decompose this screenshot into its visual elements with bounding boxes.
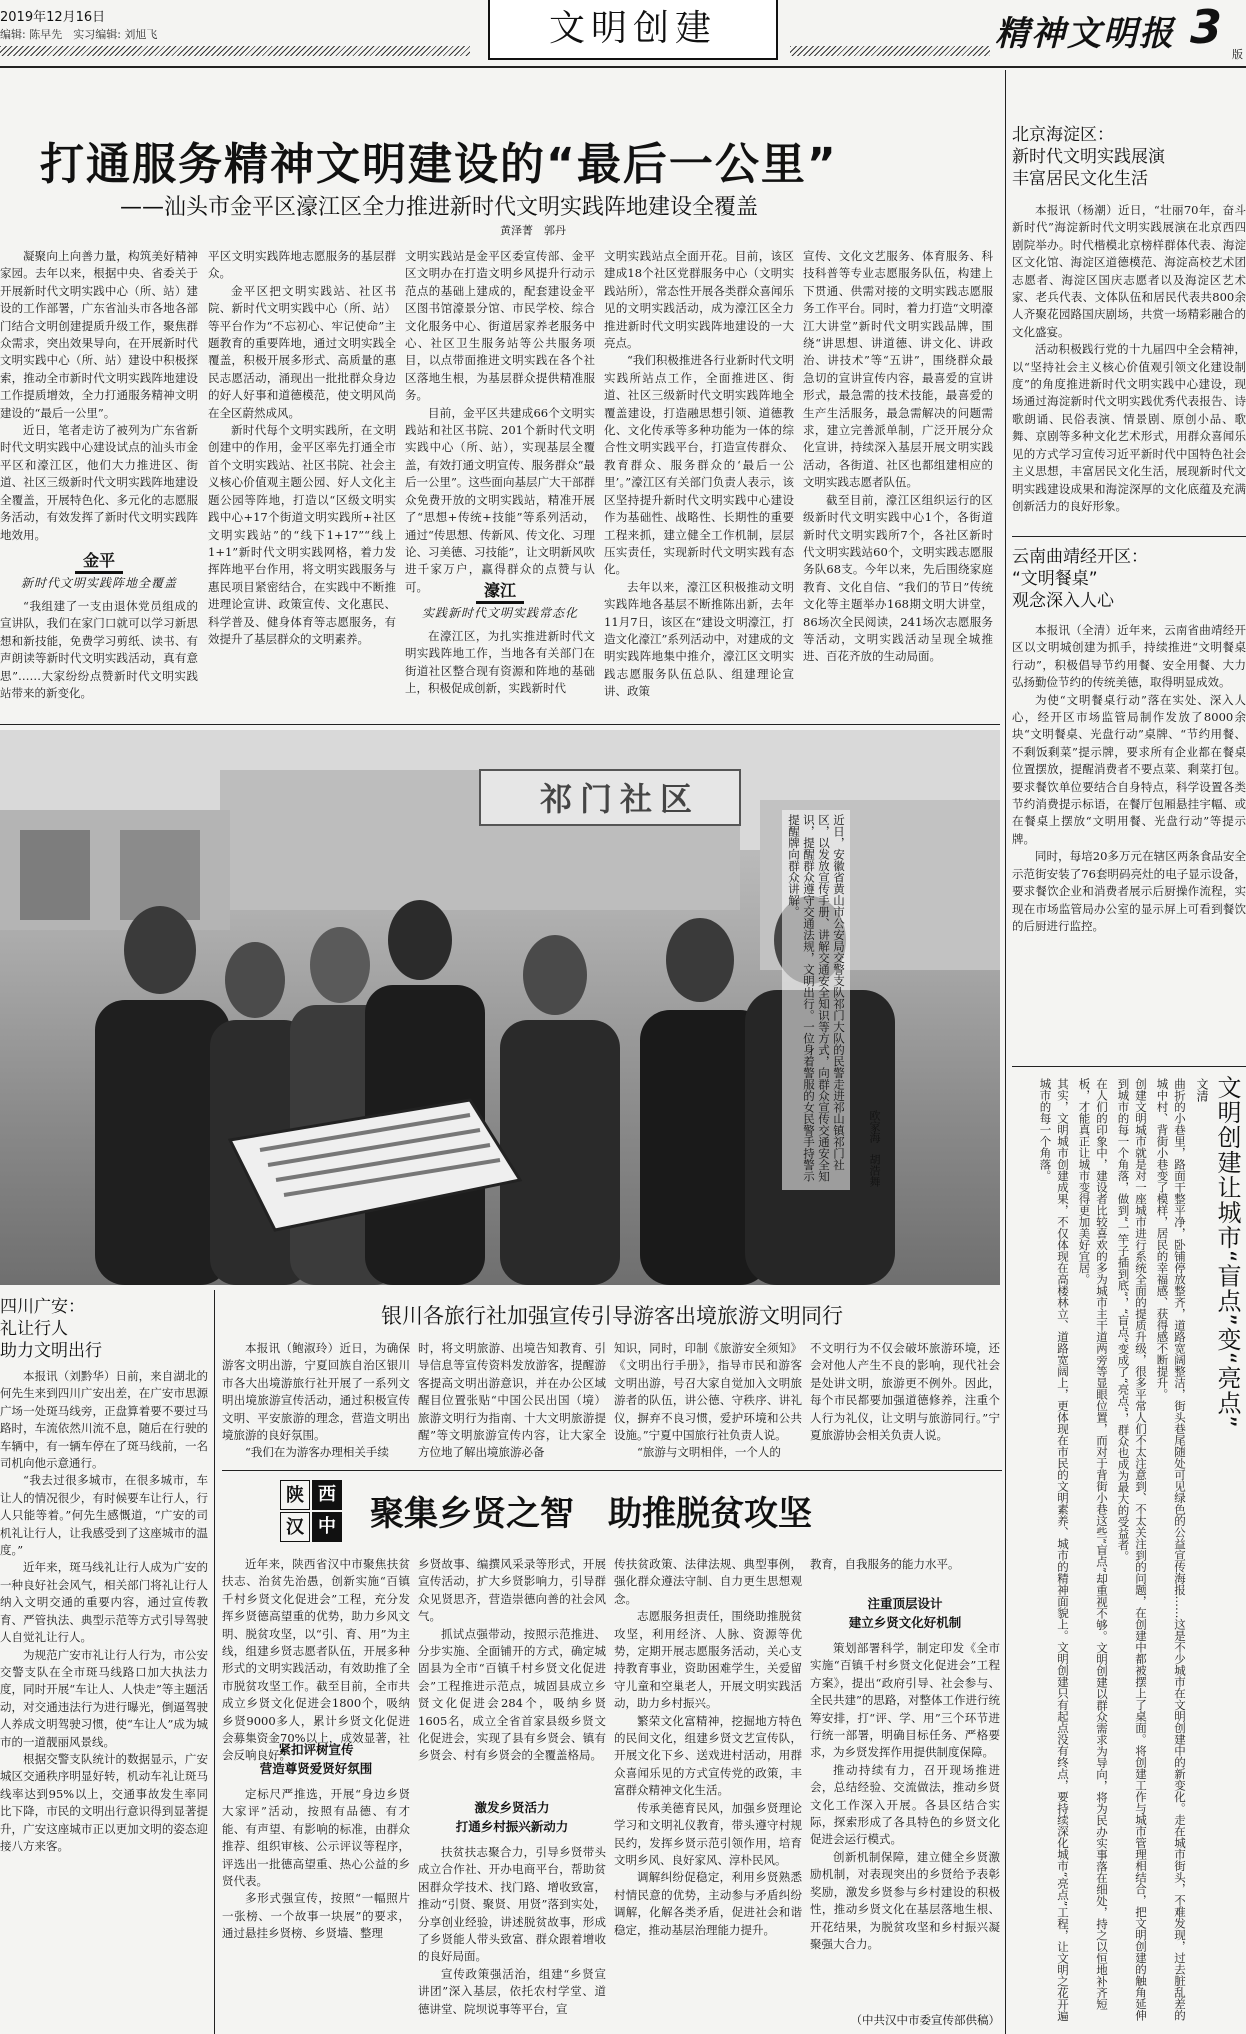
yunnan-headline: 云南曲靖经开区： “文明餐桌” 观念深入人心: [1012, 547, 1148, 611]
yunnan-paragraph: 为使“文明餐桌行动”落在实处、深入人心，经开区市场监管局制作发放了8000余块“文明餐桌、光盘行动”桌牌、“节约用餐、不剩饭剩菜”提示牌，要求所有企业都在餐桌位置摆放，提醒消费者不要点菜、剩菜打包。要求餐饮单位要结合自身特点，科学设置各类节约消费提示标语，在餐厅包厢悬挂宇幅、或在餐桌上摆放“文明用餐、光盘行动”等提示牌。: [1012, 692, 1246, 846]
beijing-paragraph: 本报讯（杨潮）近日，“壮丽70年，奋斗新时代”海淀新时代文明实践展演在北京西四剧院举办。时代楷模北京榜样群体代表、海淀区文化馆、海淀区道德模范、海淀高校艺术团志愿者、海淀区国庆志愿者以及海淀区艺术家、老兵代表、文体队伍和居民代表共800余人齐聚花园路国庆剧场，共赏一场精彩融合的文化盛宴。: [1012, 203, 1246, 339]
lead-bottom-rule: [0, 724, 1000, 725]
police-scene-illustration: [0, 730, 1000, 1285]
lead-paragraph: 近日，笔者走访了被列为广东省新时代文明实践中心建设试点的汕头市金平区和濠江区，他们大力推进区、街道、社区三级新时代文明实践阵地建设全覆盖，开展特色化、多元化的志愿服务活动，有效发挥了新时代文明实践阵地效用。: [0, 423, 198, 542]
yinchuan-column-2: 时，将文明旅游、出境告知教育、引导信息等宣传资料发放游客，提醒游客提高文明出游意识，并在办公区域醒目位置张贴“中国公民出国（境）旅游文明行为指南、十大文明旅游提醒”等文明旅游宣传内容，让大家全方位地了解出境旅游必备: [418, 1341, 606, 1460]
editor-credits: 编辑: 陈早先 实习编辑: 刘旭飞: [0, 28, 158, 41]
lead-paragraph: 凝聚向上向善力量，构筑美好精神家园。去年以来，根据中央、省委关于开展新时代文明实践中心（所、站）建设的工作部署，广东省汕头市各地各部门结合文明创建提质升级工作，聚焦群众需求，突出效果导向，在开展新时代文明实践中心（所、站）建设中积极探索，推动全市新时代文明实践阵地建设工作提质增效，全力打通服务精神文明建设的“最后一公里”。: [0, 249, 198, 420]
masthead-bottom-rule: [0, 66, 1246, 68]
section-title-box: [488, 0, 778, 60]
lead-paragraph: “我们积极推进各行业新时代文明实践所站点工作，全面推进区、街道、社区三级新时代文明实践阵地全覆盖建设，打造融思想引领、道德教化、文化传承等多种功能为一体的综合性文明实践平台，打造宣传群众、教育群众、服务群众的‘最后一公里’。”濠江区有关部门负责人表示，该区坚持提升新时代文明实践中心建设作为基础性、战略性、长期性的重要工程来抓，建立健全工作机制，层层压实责任，实现新时代文明实践有态化。: [604, 353, 794, 577]
photo-credit: 欧家海 胡浩舞: [868, 1110, 881, 1187]
hanzhong-column-3: 传扶贫政策、法律法规、典型事例，强化群众遵法守制、自力更生思想观念。 志愿服务担责任，围绕助推脱贫攻坚，利用经济、人脉、资源等优势，定期开展志愿服务活动，关心支持教育事业，资助困难学生，关爱留守儿童和空巢老人，开展文明实践活动，助力乡村振兴。 繁荣文化富精神，挖掘地方特色的民间文化，组建乡贤文艺宣传队，开展文化下乡、送戏进村活动，用群众喜闻乐见的方式宣传党的政策，丰富群众精神文化生活。 传承美德育民风，加强乡贤理论学习和文明礼仪教育，带头遵守村规民约，发挥乡贤示范引领作用，培育文明乡风、良好家风、淳朴民风。 调解纠纷促稳定，利用乡贤熟悉村情民意的优势，主动参与矛盾纠纷调解，化解各类矛盾，促进社会和谐稳定，推动基层治理能力提升。: [614, 1557, 802, 1937]
lead-paragraph: 新时代每个文明实践所，在文明创建中的作用，金平区率先打通全市首个文明实践站、社区书院、社会主义核心价值观主题公园、好人文化主题公园等阵地，打造以“区级文明实践中心+17个街道文明实践所+社区文明实践站”的“线下1+17”“线上1+1”新时代文明实践网格，着力发挥阵地平台作用，将文明实践服务与惠民项目紧密结合，在实践中不断推进理论宣讲、政策宣传、文化惠民、科学普及、健身体育等志愿服务，有效提升了基层群众的文明素养。: [208, 423, 396, 646]
lead-paragraph: 目前，金平区共建成66个文明实践站和社区书院、201个新时代文明实践中心（所、站），实现基层全覆盖，有效打通文明宣传、服务群众“最后一公里”。这些面向基层广大干部群众免费开放的文明实践站，精准开展了“思想+传统+技能”等系列活动，通过“传思想、传新风、传文化、习理论、习美德、习技能”，让文明新风吹进千家万户，赢得群众的点赞与认可。: [405, 405, 595, 594]
hanzhong-column-2b: 扶贫扶志聚合力，引导乡贤带头成立合作社、开办电商平台，帮助贫困群众学技术、找门路、增收致富，推动“引贤、聚贤、用贤”落到实处，分享创业经验，讲述脱贫故事，形成了乡贤能人带头致富、群众跟着增收的良好局面。 宣传政策强活治，组建“乡贤宣讲团”深入基层，依托农村学堂、道德讲堂、院坝说事等平台，宣: [418, 1845, 606, 2016]
lead-paragraph: 宣传、文化文艺服务、体育服务、科技科普等专业志愿服务队伍，构建上下贯通、供需对接的文明实践志愿服务工作平台。同时，着力打造“文明濠江大讲堂”新时代文明实践品牌，围绕“讲思想、讲道德、讲文化、讲政治、讲技术”等“五讲”，围绕群众最急切的宣讲宣传内容，最喜爱的宣讲形式，最急需的技术技能，最喜爱的生产生活服务，最急需解决的问题需求，建立完善派单制，广泛开展分众化宣讲，持续深入基层开展文明实践活动，各街道、社区也都组建相应的文明实践志愿者队伍。: [803, 249, 993, 490]
guangan-paragraph: 为规范广安市礼让行人行为，市公安交警支队在全市斑马线路口加大执法力度，同时开展“车让人、人快走”等主题活动，对交通违法行为进行曝光，倒逼驾驶人养成文明驾驶习惯，使“车让人”成为城市的一道靓丽风景线。: [0, 1647, 208, 1749]
masthead-left-rule: [0, 46, 470, 56]
hanzhong-column-4b: 策划部署科学，制定印发《全市实施“百镇千村乡贤文化促进会”工程方案》，提出“政府引导、社会参与、全民共建”的思路，对整体工作进行统筹安排，打“评、学、用”三个环节进行统一部署，明确目标任务、严格要求，为乡贤发挥作用提供制度保障。 推动持续有力，召开现场推进会，总结经验、交流做法，推动乡贤文化工作深入开展。各县区结合实际，探索形成了各具特色的乡贤文化促进会运行模式。 创新机制保障，建立健全乡贤激励机制，对表现突出的乡贤给予表彰奖励，激发乡贤参与乡村建设的积极性，推动乡贤文化在基层落地生根、开花结果，为脱贫攻坚和乡村振兴凝聚强大合力。: [810, 1641, 1000, 1951]
lead-column-1: [0, 248, 198, 544]
badge-char: 中: [312, 1512, 342, 1542]
lead-paragraph: 文明实践站是金平区委宣传部、金平区文明办在打造文明乡风提升行动示范点的基础上建成的，配套建设金平区图书馆濠景分馆、市民学校、综合文化服务中心、街道居家养老服务中心、社区卫生服务站等公共服务项目，以点带面推进文明实践在各个社区落地生根，为基层群众提供精准服务。: [405, 249, 595, 403]
lead-title: 打通服务精神文明建设的“最后一公里”: [40, 139, 838, 190]
yinchuan-column-4: 不文明行为不仅会破坏旅游环境，还会对他人产生不良的影响，现代社会是处讲文明，旅游更不例外。因此，每个市民都要加强道德修养，注重个人行为礼仪，让文明与旅游同行。”宁夏旅游协会相关负责人说。: [810, 1341, 1000, 1443]
essay-body: [1012, 1078, 1188, 2028]
hanzhong-column-4: 教育，自我服务的能力水平。: [810, 1557, 960, 1571]
photo-caption: 近日，安徽省黄山市公安局交警支队祁门大队的民警走进祁山镇祁门社区，以发放宣传手册、讲解交通安全知识等方式，向群众宣传交通安全知识，提醒群众遵守交通法规，文明出行。一位身着警服的女民警手持警示提醒牌向群众讲解。: [782, 810, 850, 1190]
lead-paragraph: 截至目前，濠江区组织运行的区级新时代文明实践中心1个，各街道新时代文明实践所7个，各社区新时代文明实践站60个，文明实践志愿服务队68支。今年以来，先后围绕家庭教育、文化自信、“我们的节日”传统文化等主题举办168期文明大讲堂，86场次全民阅读，241场次志愿服务等活动，文明实践活动呈现全城推进、百花齐放的生动局面。: [803, 492, 993, 664]
lead-column-5: [803, 248, 993, 716]
left-column-divider: [214, 1290, 215, 2034]
guangan-paragraph: 本报讯（刘黔华）日前，来自湖北的何先生来到四川广安出差，在广安市思源广场一处斑马线旁，正盘算着要不要过马路时，车流依然川流不息，随后在行驶的车辆中，有一辆车停在了斑马线前，一名司机向他示意通行。: [0, 1369, 208, 1471]
section-title: 文明创建: [548, 8, 717, 49]
hanzhong-column-1: 近年来，陕西省汉中市聚焦扶贫扶志、治贫先治愚，创新实施“百镇千村乡贤文化促进会”工程，充分发挥乡贤德高望重的优势，助力乡风文明、脱贫攻坚，以“引、育、用”为主线，组建乡贤志愿者队伍，开展多种形式的文明实践活动，有效助推了全市脱贫攻坚工作。截至目前，全市共成立乡贤文化促进会1800个，吸纳乡贤9000多人，累计乡贤文化促进会募集资金70%以上，成效显著，社会反响良好。: [222, 1557, 410, 1763]
hanzhong-subhead-c: 注重顶层设计 建立乡贤文化好机制: [848, 1596, 962, 1630]
hanzhong-title: 聚集乡贤之智 助推脱贫攻坚: [370, 1494, 812, 1534]
lead-paragraph: 去年以来，濠江区积极推动文明实践阵地各基层不断推陈出新，去年11月7日，该区在“建设文明濠江，打造文化濠江”系列活动中，对建成的文明实践阵地集中推介，濠江区文明实践志愿服务队伍总队、组建理论宣讲、政策: [604, 579, 794, 699]
beijing-body: [1012, 202, 1246, 528]
yunnan-paragraph: 同时，每培20多万元在辖区两条食品安全示范街安装了76套明码亮灶的电子显示设备，要求餐饮企业和消费者展示后厨操作流程，实现在市场监管局办公室的显示屏上可看到餐饮的后厨进行监控。: [1012, 849, 1246, 933]
photo-signboard: 祁门社区: [540, 780, 701, 818]
beijing-paragraph: 活动积极践行党的十九届四中全会精神，以“坚持社会主义核心价值观引领文化建设制度”的角度推进新时代文明实践中心建设，现场通过海淀新时代文明实践优秀代表报告、诗歌朗诵、民俗表演、情景剧、原创小品、歌舞、京剧等多种文化艺术形式，用群众喜闻乐见的方式学习宣传习近平新时代中国特色社会主义思想，丰富居民文化生活，展现新时代文明实践建设成果和海淀深厚的文化底蕴及充满创新活力的良好形象。: [1012, 342, 1246, 513]
lead-subtitle: ——汕头市金平区濠江区全力推进新时代文明实践阵地建设全覆盖: [120, 195, 759, 220]
yunnan-body: [1012, 622, 1246, 1058]
issue-date: 2019年12月16日: [0, 10, 106, 25]
lead-paragraph: 平区文明实践阵地志愿服务的基层群众。: [208, 249, 396, 281]
guangan-headline: 四川广安： 礼让行人 助力文明出行: [0, 1297, 102, 1361]
essay-paragraph: 曲折的小巷里，路面干整平净，卧铺停放整齐，道路宽阔整洁，街头巷尾随处可见绿色的公益宣传海报……这是不少城市在文明创建中的新变化。走在城市街头，不难发现，过去脏乱差的城中村、背街小巷变了模样，居民的幸福感、获得感不断提升。: [1155, 1078, 1187, 2021]
badge-char: 西: [312, 1480, 342, 1510]
yinchuan-column-3: 知识，同时，印制《旅游安全须知》《文明出行手册》，指导市民和游客文明出游，号召大家自觉加入文明旅游者的队伍，讲公德、守秩序、讲礼仪，摒弃不良习惯，爱护环境和公共设施。”宁夏中国旅行社负责人说。 “旅游与文明相伴，一个人的: [614, 1341, 802, 1460]
yunnan-paragraph: 本报讯（全清）近年来，云南省曲靖经开区以文明城创建为抓手，持续推进“文明餐桌行动”，积极倡导节约用餐、安全用餐、大力弘扬勤俭节约的传统美德，取得明显成效。: [1012, 623, 1246, 690]
guangan-paragraph: 根据交警支队统计的数据显示，广安城区交通秩序明显好转，机动车礼让斑马线率达到95%以上，交通事故发生率同比下降，市民的文明出行意识得到显著提升，广安这座城市正以更加文明的姿态迎接八方来客。: [0, 1751, 208, 1853]
guangan-body: [0, 1368, 208, 2030]
lead-byline: 黄泽菁 郭丹: [500, 224, 566, 237]
badge-char: 汉: [280, 1512, 310, 1542]
lead-column-4: [604, 248, 794, 716]
masthead: [0, 0, 1246, 70]
paper-name: 精神文明报: [995, 14, 1175, 54]
lead-paragraph: 金平区把文明实践站、社区书院、新时代文明实践中心（所、站）等平台作为“不忘初心、牢记使命”主题教育的重要阵地，通过文明实践全覆盖，积极开展多形式、高质量的惠民志愿活动，涌现出一批批群众身边的好人好事和道德模范，使文明风尚在全区蔚然成风。: [208, 283, 396, 420]
subhead-haojiang-sub: 实践新时代文明实践常态化: [421, 606, 578, 620]
hanzhong-column-1b: 定标尺严推选，开展“身边乡贤大家评”活动，按照有品德、有才能、有声望、有影响的标准，由群众推荐、组织审核、公示评议等程序，评选出一批德高望重、热心公益的乡贤代表。 多形式强宣传，按照“一幅照片一张榜、一个故事一块展”的要求，通过悬挂乡贤榜、乡贤墙、整理: [222, 1787, 410, 1941]
subhead-haojiang: 濠江: [405, 578, 595, 604]
yinchuan-bottom-rule: [222, 1470, 1002, 1471]
masthead-right-rule: [790, 46, 990, 56]
hanzhong-source: （中共汉中市委宣传部供稿）: [850, 2013, 1000, 2027]
hanzhong-column-2: 乡贤故事、编撰风采录等形式，开展宣传活动，扩大乡贤影响力，引导群众见贤思齐，营造崇德向善的社会风气。 抓试点强带动，按照示范推进、分步实施、全面铺开的方式，确定城固县为全市“百镇千村乡贤文化促进会”工程推进示范点，城固县成立乡贤文化促进会284个，吸纳乡贤1605名，成立全省首家县级乡贤文化促进会，实现了县有乡贤会、镇有乡贤会、村有乡贤会的全覆盖格局。: [418, 1557, 606, 1763]
beijing-bottom-rule: [1012, 536, 1246, 537]
essay-author: 文清: [1195, 1078, 1209, 1102]
yinchuan-column-1: 本报讯（鲍淑玲）近日，为确保游客文明出游，宁夏回族自治区银川市各大出境游旅行社开展了一系列文明出境旅游宣传活动，通过积极宣传文明、平安旅游的理念，营造文明出境旅游的良好氛围。 “我们在为游客办理相关手续: [222, 1341, 410, 1460]
lead-column-1b: [0, 598, 198, 716]
page-number: 3: [1190, 0, 1223, 54]
hanzhong-subhead-b: 激发乡贤活力 打通乡村振兴新动力: [455, 1800, 569, 1834]
guangan-paragraph: “我去过很多城市，在很多城市，车让人的情况很少，有时候要车让行人，行人只能等着。”何先生感慨道，“广安的司机礼让行人，让我感受到了这座城市的温度。”: [0, 1473, 208, 1558]
hanzhong-subhead-a: 紧扣评树宣传 营造尊贤爱贤好氛围: [259, 1742, 373, 1776]
page-suffix: 版: [1232, 48, 1243, 61]
badge-char: 陕: [280, 1480, 310, 1510]
hanzhong-badge: [280, 1480, 344, 1544]
essay-title: 文明创建让城市“盲点”变“亮点”: [1213, 1075, 1241, 1429]
yunnan-bottom-rule: [1012, 1066, 1246, 1067]
essay-paragraph: 其实，文明城市创建成果，不仅体现在高楼林立、道路宽阔上，更体现在市民的文明素养、城市的精神面貌上。文明创建只有起点没有终点，要持续深化城市“亮点”工程，让文明之花开遍城市的每一个角落。: [1038, 1078, 1070, 2022]
news-photo: [0, 730, 1000, 1285]
lead-paragraph: 在濠江区，为扎实推进新时代文明实践阵地工作，当地各有关部门在街道社区整合现有资源和阵地的基础上，积极促成创新，实践新时代: [405, 629, 595, 696]
right-column-divider: [1005, 70, 1006, 2034]
yinchuan-title: 银川各旅行社加强宣传引导游客出境旅游文明同行: [381, 1304, 843, 1328]
lead-paragraph: “我组建了一支由退休党员组成的宣讲队，我们在家门口就可以学习新思想和新技能，免费学习剪纸、读书、有声朗读等新时代文明实践活动，真有意思”……大家纷纷点赞新时代文明实践站带来的新变化。: [0, 599, 198, 701]
lead-paragraph: 文明实践站点全面开花。目前，该区建成18个社区党群服务中心（文明实践站所），常态性开展各类群众喜闻乐见的文明实践活动，成为濠江区全力推进新时代文明实践阵地建设的一大亮点。: [604, 249, 794, 351]
subhead-jinping-sub: 新时代文明实践阵地全覆盖: [20, 576, 177, 590]
essay-paragraph: 创建文明城市就是对一座城市进行系统全面的提质升级，很多平常人们不太注意到、不太关注到的问题，在创建中都被摆上了桌面。将创建工作与城市管理相结合，把文明创建的触角延伸到城市的每一个角落，做到“一竿子插到底”，“盲点”变成了“亮点”，群众也成为最大的受益者。: [1116, 1078, 1148, 2021]
beijing-headline: 北京海淀区： 新时代文明实践展演 丰富居民文化生活: [1012, 125, 1165, 189]
essay-paragraph: 在人们的印象中，建设者比较喜欢的多为城市主干道两旁等显眼位置，而对于背街小巷这些“盲点”却重视不够。文明创建以群众需求为导向，将为民办实事落在细处，持之以恒地补齐短板，才能真正让城市变得更加美好宜居。: [1077, 1078, 1109, 2010]
lead-column-3b: [405, 628, 595, 716]
guangan-paragraph: 近年来，斑马线礼让行人成为广安的一种良好社会风气，相关部门将礼让行人纳入文明交通的重要内容，通过宣传教育、严管执法、典型示范等方式引导驾驶人自觉礼让行人。: [0, 1560, 208, 1645]
lead-column-2: [208, 248, 396, 716]
subhead-jinping: 金平: [0, 548, 198, 574]
